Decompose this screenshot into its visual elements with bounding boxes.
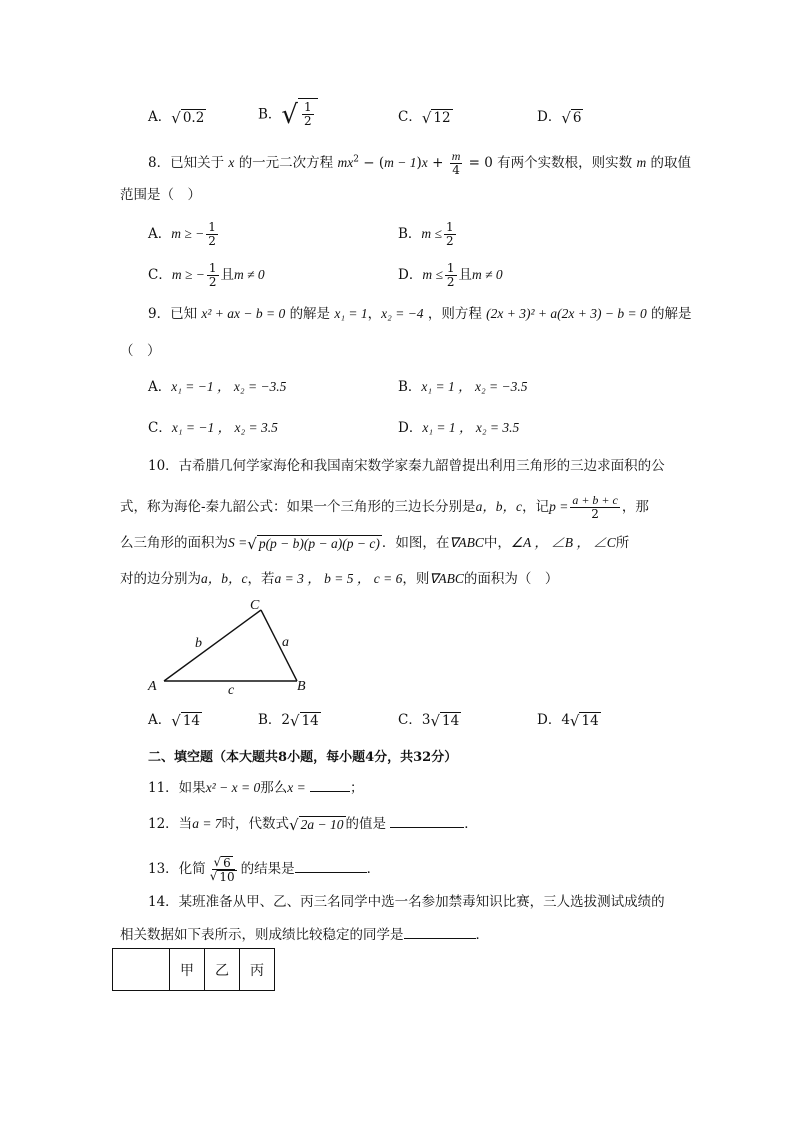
triangle-figure — [140, 592, 320, 702]
side-c-label: c — [228, 683, 235, 698]
fraction: $\frac{1}{2}$ — [208, 261, 217, 289]
q12: 12．当a = 7时，代数式 √ 2a − 10 的值是 ． — [148, 815, 478, 834]
answer-blank[interactable] — [404, 926, 476, 939]
q9-option-d: D．x₁ = 1 ， x₂ = 3.5 — [398, 420, 520, 436]
table-header-cell: 甲 — [170, 949, 205, 991]
q8-stem-line1: 8．已知关于 x 的一元二次方程 $mx^2 - (m - 1)x$ + $\frac{m}{4}$ = 0 有两个实数根，则实数 m 的取值 — [148, 149, 692, 177]
answer-blank[interactable] — [390, 815, 464, 828]
q10-stem-line3: 么三角形的面积为S = √ p(p − b)(p − a)(p − c) ．如图，在∇ABC中，∠A ， ∠B ， ∠C所 — [120, 534, 630, 553]
sqrt-expression: √ 14 — [430, 711, 460, 730]
vertex-c-label: C — [250, 598, 260, 613]
q10-option-b: B．2 √ 14 — [258, 711, 319, 730]
fraction: $\frac{1}{2}$ — [446, 261, 455, 289]
sqrt-expression: √ 14 — [569, 711, 599, 730]
sqrt-expression: √ 12 — [421, 108, 451, 127]
table-header-cell: 丙 — [240, 949, 275, 991]
side-b-label: b — [195, 636, 202, 651]
sqrt-expression: √ 6 — [561, 108, 582, 127]
q7-option-d: D． √ 6 — [537, 108, 582, 127]
q9-option-c: C．x₁ = −1 ， x₂ = 3.5 — [148, 420, 278, 436]
q8-option-a: A．m ≥ − $\frac{1}{2}$ — [148, 220, 216, 248]
side-a — [261, 610, 297, 681]
vertex-b-label: B — [297, 679, 306, 694]
q10-option-a: A． √ 14 — [148, 711, 200, 730]
sqrt-expression: √ 0.2 — [171, 108, 205, 127]
q9-stem-line1: 9．已知 x² + ax − b = 0 的解是 x₁ = 1，x₂ = −4 ，则方程 (2x + 3)² + a(2x + 3) − b = 0 的解是 — [148, 306, 692, 322]
q10-option-d: D．4 √ 14 — [537, 711, 599, 730]
fraction: √ 6 √ 10 — [209, 855, 235, 884]
q10-stem-line4: 对的边分别为a，b，c，若a = 3 ， b = 5 ， c = 6，则∇ABC的面积为（ ） — [120, 571, 559, 587]
vertex-a-label: A — [148, 679, 157, 694]
q8-option-d: D．m ≤ $\frac{1}{2}$ 且m ≠ 0 — [398, 261, 503, 289]
q13: 13．化简 √ 6 √ 10 的结果是 ． — [148, 855, 381, 884]
answer-blank[interactable] — [310, 779, 350, 792]
q7-option-b: B． √ $\frac{1}{2}$ — [258, 98, 318, 132]
q10-option-c: C．3 √ 14 — [398, 711, 460, 730]
q9-option-b: B．x₁ = 1 ， x₂ = −3.5 — [398, 379, 528, 395]
q14-stem-line2: 相关数据如下表所示，则成绩比较稳定的同学是 ． — [120, 927, 489, 943]
fraction: $\frac{a + b + c}{2}$ — [572, 493, 618, 521]
side-a-label: a — [282, 635, 289, 650]
fraction: $\frac{m}{4}$ — [451, 149, 461, 177]
score-table — [112, 948, 275, 991]
sqrt-expression: √ 2a − 10 — [289, 815, 344, 834]
q14-stem-line1: 14．某班准备从甲、乙、丙三名同学中选一名参加禁毒知识比赛，三人选拔测试成绩的 — [148, 894, 665, 910]
q9-stem-line2: （ ） — [120, 343, 161, 359]
fraction: $\frac{1}{2}$ — [208, 220, 216, 248]
sqrt-expression: √ 14 — [171, 711, 200, 730]
section-2-header: 二、填空题（本大题共8小题，每小题4分，共32分） — [148, 750, 458, 765]
table-header-cell — [113, 949, 170, 991]
side-b — [164, 610, 261, 681]
answer-blank[interactable] — [295, 860, 367, 873]
sqrt-expression: √ 14 — [290, 711, 319, 730]
sqrt-expression: √ p(p − b)(p − a)(p − c) — [247, 534, 380, 553]
q10-stem-line1: 10．古希腊几何学家海伦和我国南宋数学家秦九韶曾提出利用三角形的三边求面积的公 — [148, 458, 665, 474]
table-header-cell: 乙 — [205, 949, 240, 991]
q9-option-a: A．x₁ = −1 ， x₂ = −3.5 — [148, 379, 287, 395]
q7-option-c: C． √ 12 — [398, 108, 451, 127]
q11: 11．如果x² − x = 0那么x = ； — [148, 780, 364, 796]
fraction: $\frac{1}{2}$ — [445, 220, 454, 248]
table-header-row — [113, 949, 275, 991]
q8-option-b: B．m ≤ $\frac{1}{2}$ — [398, 220, 454, 248]
q8-option-c: C．m ≥ − $\frac{1}{2}$ 且m ≠ 0 — [148, 261, 265, 289]
q7-option-a: A． √ 0.2 — [148, 108, 205, 127]
q8-stem-line2: 范围是（ ） — [120, 187, 201, 203]
sqrt-expression: √ $\frac{1}{2}$ — [281, 98, 317, 132]
q10-stem-line2: 式，称为海伦-秦九韶公式：如果一个三角形的三边长分别是a，b，c，记p = $\frac{a + b + c}{2}$ ，那 — [120, 493, 649, 521]
